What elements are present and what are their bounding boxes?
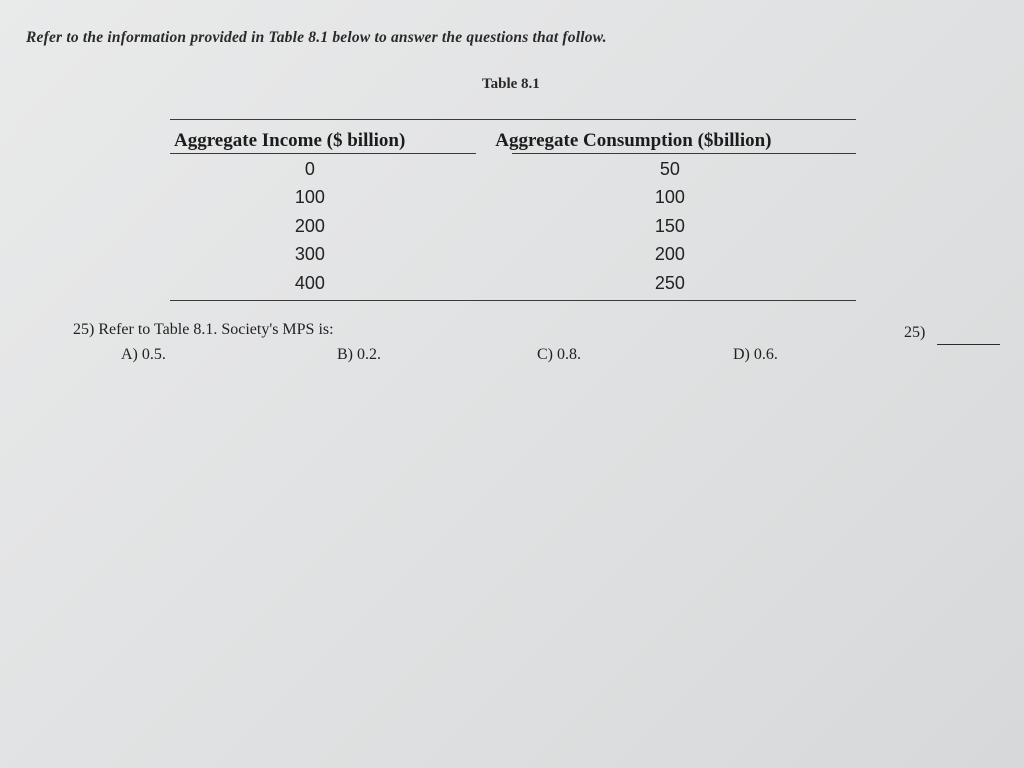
income-cell: 400 [294,272,325,293]
answer-number-label: 25) [904,324,926,341]
consumption-cell: 100 [654,187,685,208]
choice-d[interactable]: D) 0.6. [733,346,778,363]
choice-a[interactable]: A) 0.5. [121,346,166,363]
header-aggregate-income: Aggregate Income ($ billion) [174,130,406,151]
choice-b[interactable]: B) 0.2. [337,346,381,363]
answer-blank[interactable] [937,344,1000,345]
table-title: Table 8.1 [482,76,540,92]
income-cell: 300 [294,244,325,265]
consumption-cell: 50 [659,158,680,179]
question-text: 25) Refer to Table 8.1. Society's MPS is: [73,321,334,338]
instructions: Refer to the information provided in Table 8.1 below to answer the questions that follow. [26,29,607,46]
table-row [170,241,856,270]
header-aggregate-consumption: Aggregate Consumption ($billion) [495,130,772,151]
consumption-cell: 200 [654,244,685,265]
income-cell: 200 [294,215,325,236]
table-row [170,269,856,298]
consumption-cell: 250 [654,272,685,293]
table-row [170,212,856,241]
table-row [170,184,856,213]
income-consumption-table [170,119,856,301]
choice-c[interactable]: C) 0.8. [537,346,581,363]
table-header [170,120,856,153]
table-row [170,155,856,184]
header-rule [170,153,856,154]
income-cell: 100 [294,187,325,208]
consumption-cell: 150 [654,215,685,236]
income-cell: 0 [304,158,315,179]
table-bottom-rule [170,300,856,301]
